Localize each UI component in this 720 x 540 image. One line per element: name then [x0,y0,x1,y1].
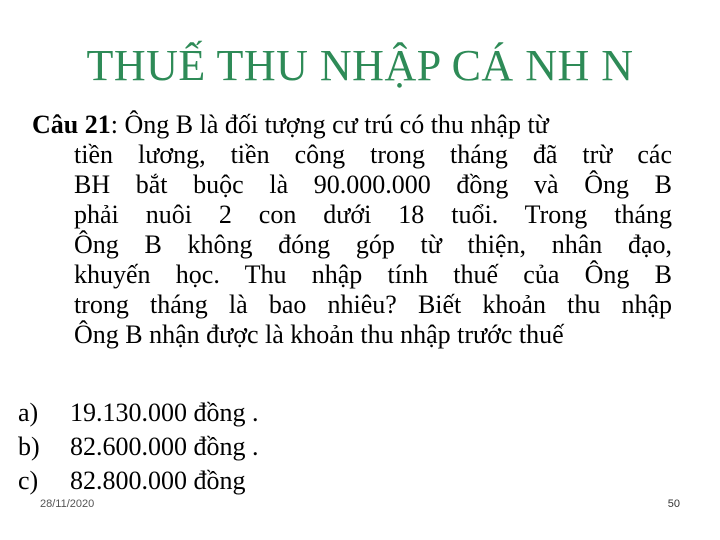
question-line-5: Ông B không đóng góp từ thiện, nhân đạo, [74,230,672,259]
answer-letter: a) [18,398,39,427]
slide-title: THUẾ THU NHẬP CÁ NH N [86,41,634,90]
answer-letter: c) [18,466,39,495]
footer-date: 28/11/2020 [40,498,95,510]
answer-option-b [18,430,678,464]
question-line-2: tiền lương, tiền công trong tháng đã trừ các [74,140,672,169]
question-line-4: phải nuôi 2 con dưới 18 tuổi. Trong tháng [74,200,672,229]
question-line-6: khuyến học. Thu nhập tính thuế của Ông B [74,260,672,289]
answer-letter: b) [18,432,40,461]
question-line-3: BH bắt buộc là 90.000.000 đồng và Ông B [74,170,672,199]
answer-option-c [18,464,678,498]
question-line-8: Ông B nhận được là khoản thu nhập trước thuế [74,320,564,349]
answer-option-a [18,396,678,430]
answer-list [18,396,678,498]
answer-text: 82.600.000 đồng . [70,432,259,461]
page-number: 50 [667,498,680,510]
question-block [32,110,672,350]
question-label: Câu 21 [32,110,111,139]
question-first-line [32,110,672,140]
question-line-7: trong tháng là bao nhiêu? Biết khoản thu nhập [74,290,672,319]
answer-text: 82.800.000 đồng [70,466,246,495]
question-line-1: : Ông B là đối tượng cư trú có thu nhập từ [110,110,549,139]
answer-text: 19.130.000 đồng . [70,398,259,427]
